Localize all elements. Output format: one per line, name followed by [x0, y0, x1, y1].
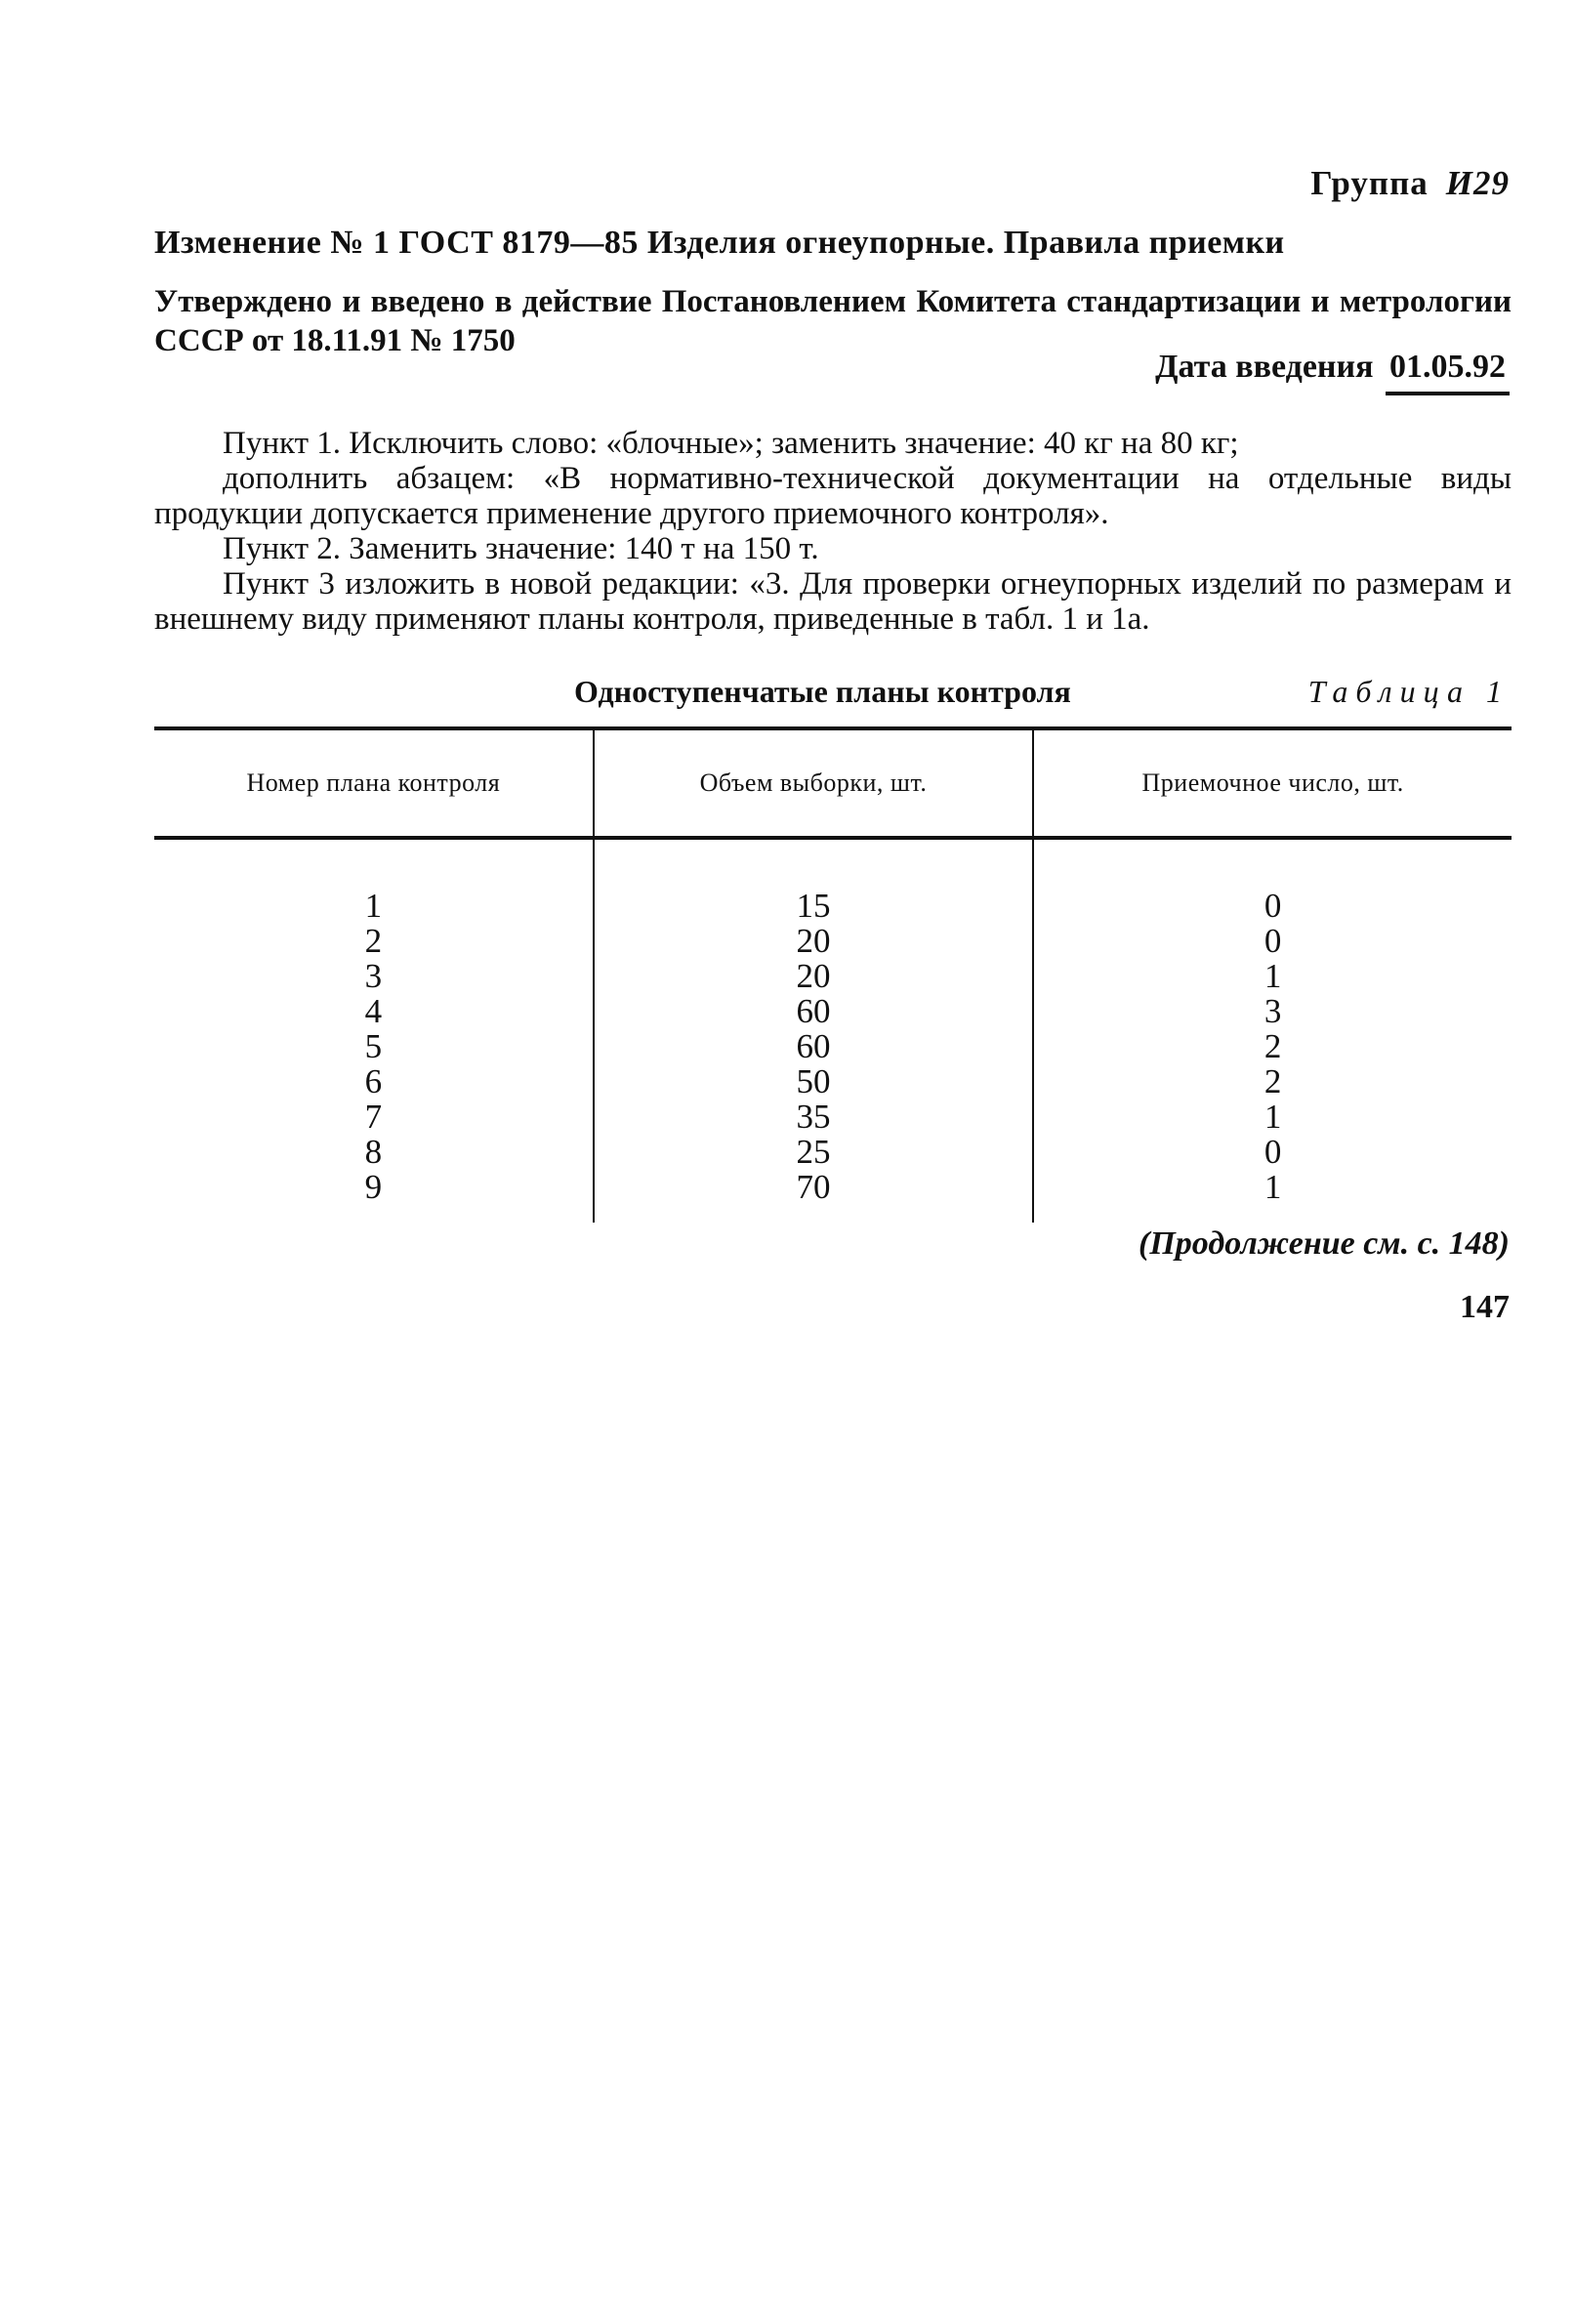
page-number: 147: [1460, 1289, 1510, 1325]
approval-statement: Утверждено и введено в действие Постановлением Комитета стандартизации и метрологии СССР от 18.11.91 № 1750: [154, 284, 1512, 358]
plan-number-cell: 3: [364, 957, 383, 995]
plan-number-cell: 5: [364, 1027, 383, 1065]
plan-number-cell: 4: [364, 992, 383, 1030]
column-header-acceptance-number: Приемочное число, шт.: [1033, 728, 1512, 838]
acceptance-number-cell: 3: [1263, 992, 1282, 1030]
table-row: [154, 1170, 1512, 1223]
effective-date-label: Дата введения: [1155, 349, 1374, 385]
paragraph-item-1: Пункт 1. Исключить слово: «блочные»; заменить значение: 40 кг на 80 кг;: [223, 426, 1239, 461]
group-designation: [1310, 164, 1510, 203]
plan-number-cell: 6: [364, 1062, 383, 1100]
column-header-plan-number: Номер плана контроля: [154, 728, 594, 838]
acceptance-number-cell: 0: [1263, 887, 1282, 925]
acceptance-number-cell: 1: [1263, 1098, 1282, 1136]
table-row: [154, 838, 1512, 924]
plan-number-cell: 1: [364, 887, 383, 925]
table-caption: Одноступенчатые планы контроля: [574, 674, 1071, 709]
plan-number-cell: 2: [364, 922, 383, 960]
table-row: [154, 1029, 1512, 1064]
acceptance-number-cell: 0: [1263, 922, 1282, 960]
sample-size-cell: 25: [594, 1135, 1034, 1170]
table-row: [154, 1100, 1512, 1135]
sample-size-cell: 20: [594, 959, 1034, 994]
table-header-row: [154, 728, 1512, 838]
paragraph-item-3: Пункт 3 изложить в новой редакции: «3. Для проверки огнеупорных изделий по размерам и внешнему виду применяют планы контроля, приведенные в табл. 1 и 1а.: [154, 566, 1512, 637]
plan-number-cell: 7: [364, 1098, 383, 1136]
acceptance-number-cell: 2: [1263, 1062, 1282, 1100]
plan-number-cell: 9: [364, 1168, 383, 1206]
effective-date-value: 01.05.92: [1386, 349, 1510, 395]
acceptance-number-cell: 0: [1263, 1133, 1282, 1171]
control-plans-table: [154, 726, 1512, 1223]
sample-size-cell: 35: [594, 1100, 1034, 1135]
table-row: [154, 994, 1512, 1029]
continuation-note: (Продолжение см. с. 148): [1139, 1225, 1510, 1262]
table-row: [154, 1064, 1512, 1100]
table-label: Таблица 1: [1307, 674, 1510, 709]
sample-size-cell: 15: [594, 838, 1034, 924]
sample-size-cell: 20: [594, 924, 1034, 959]
paragraph-item-2: Пункт 2. Заменить значение: 140 т на 150 т.: [223, 531, 819, 566]
paragraph-addition: дополнить абзацем: «В нормативно-технической документации на отдельные виды продукции допускается применение другого приемочного контроля».: [154, 461, 1512, 531]
sample-size-cell: 50: [594, 1064, 1034, 1100]
table-row: [154, 924, 1512, 959]
plan-number-cell: 8: [364, 1133, 383, 1171]
effective-date: [1155, 349, 1510, 395]
acceptance-number-cell: 2: [1263, 1027, 1282, 1065]
group-label: Группа: [1310, 164, 1429, 202]
column-header-sample-size: Объем выборки, шт.: [594, 728, 1034, 838]
group-code: И29: [1445, 164, 1510, 202]
acceptance-number-cell: 1: [1263, 957, 1282, 995]
sample-size-cell: 60: [594, 1029, 1034, 1064]
table-row: [154, 1135, 1512, 1170]
sample-size-cell: 60: [594, 994, 1034, 1029]
amendment-text: [154, 426, 1512, 637]
sample-size-cell: 70: [594, 1170, 1034, 1223]
acceptance-number-cell: 1: [1263, 1168, 1282, 1206]
table-row: [154, 959, 1512, 994]
document-title: Изменение № 1 ГОСТ 8179—85 Изделия огнеупорные. Правила приемки: [154, 225, 1285, 261]
